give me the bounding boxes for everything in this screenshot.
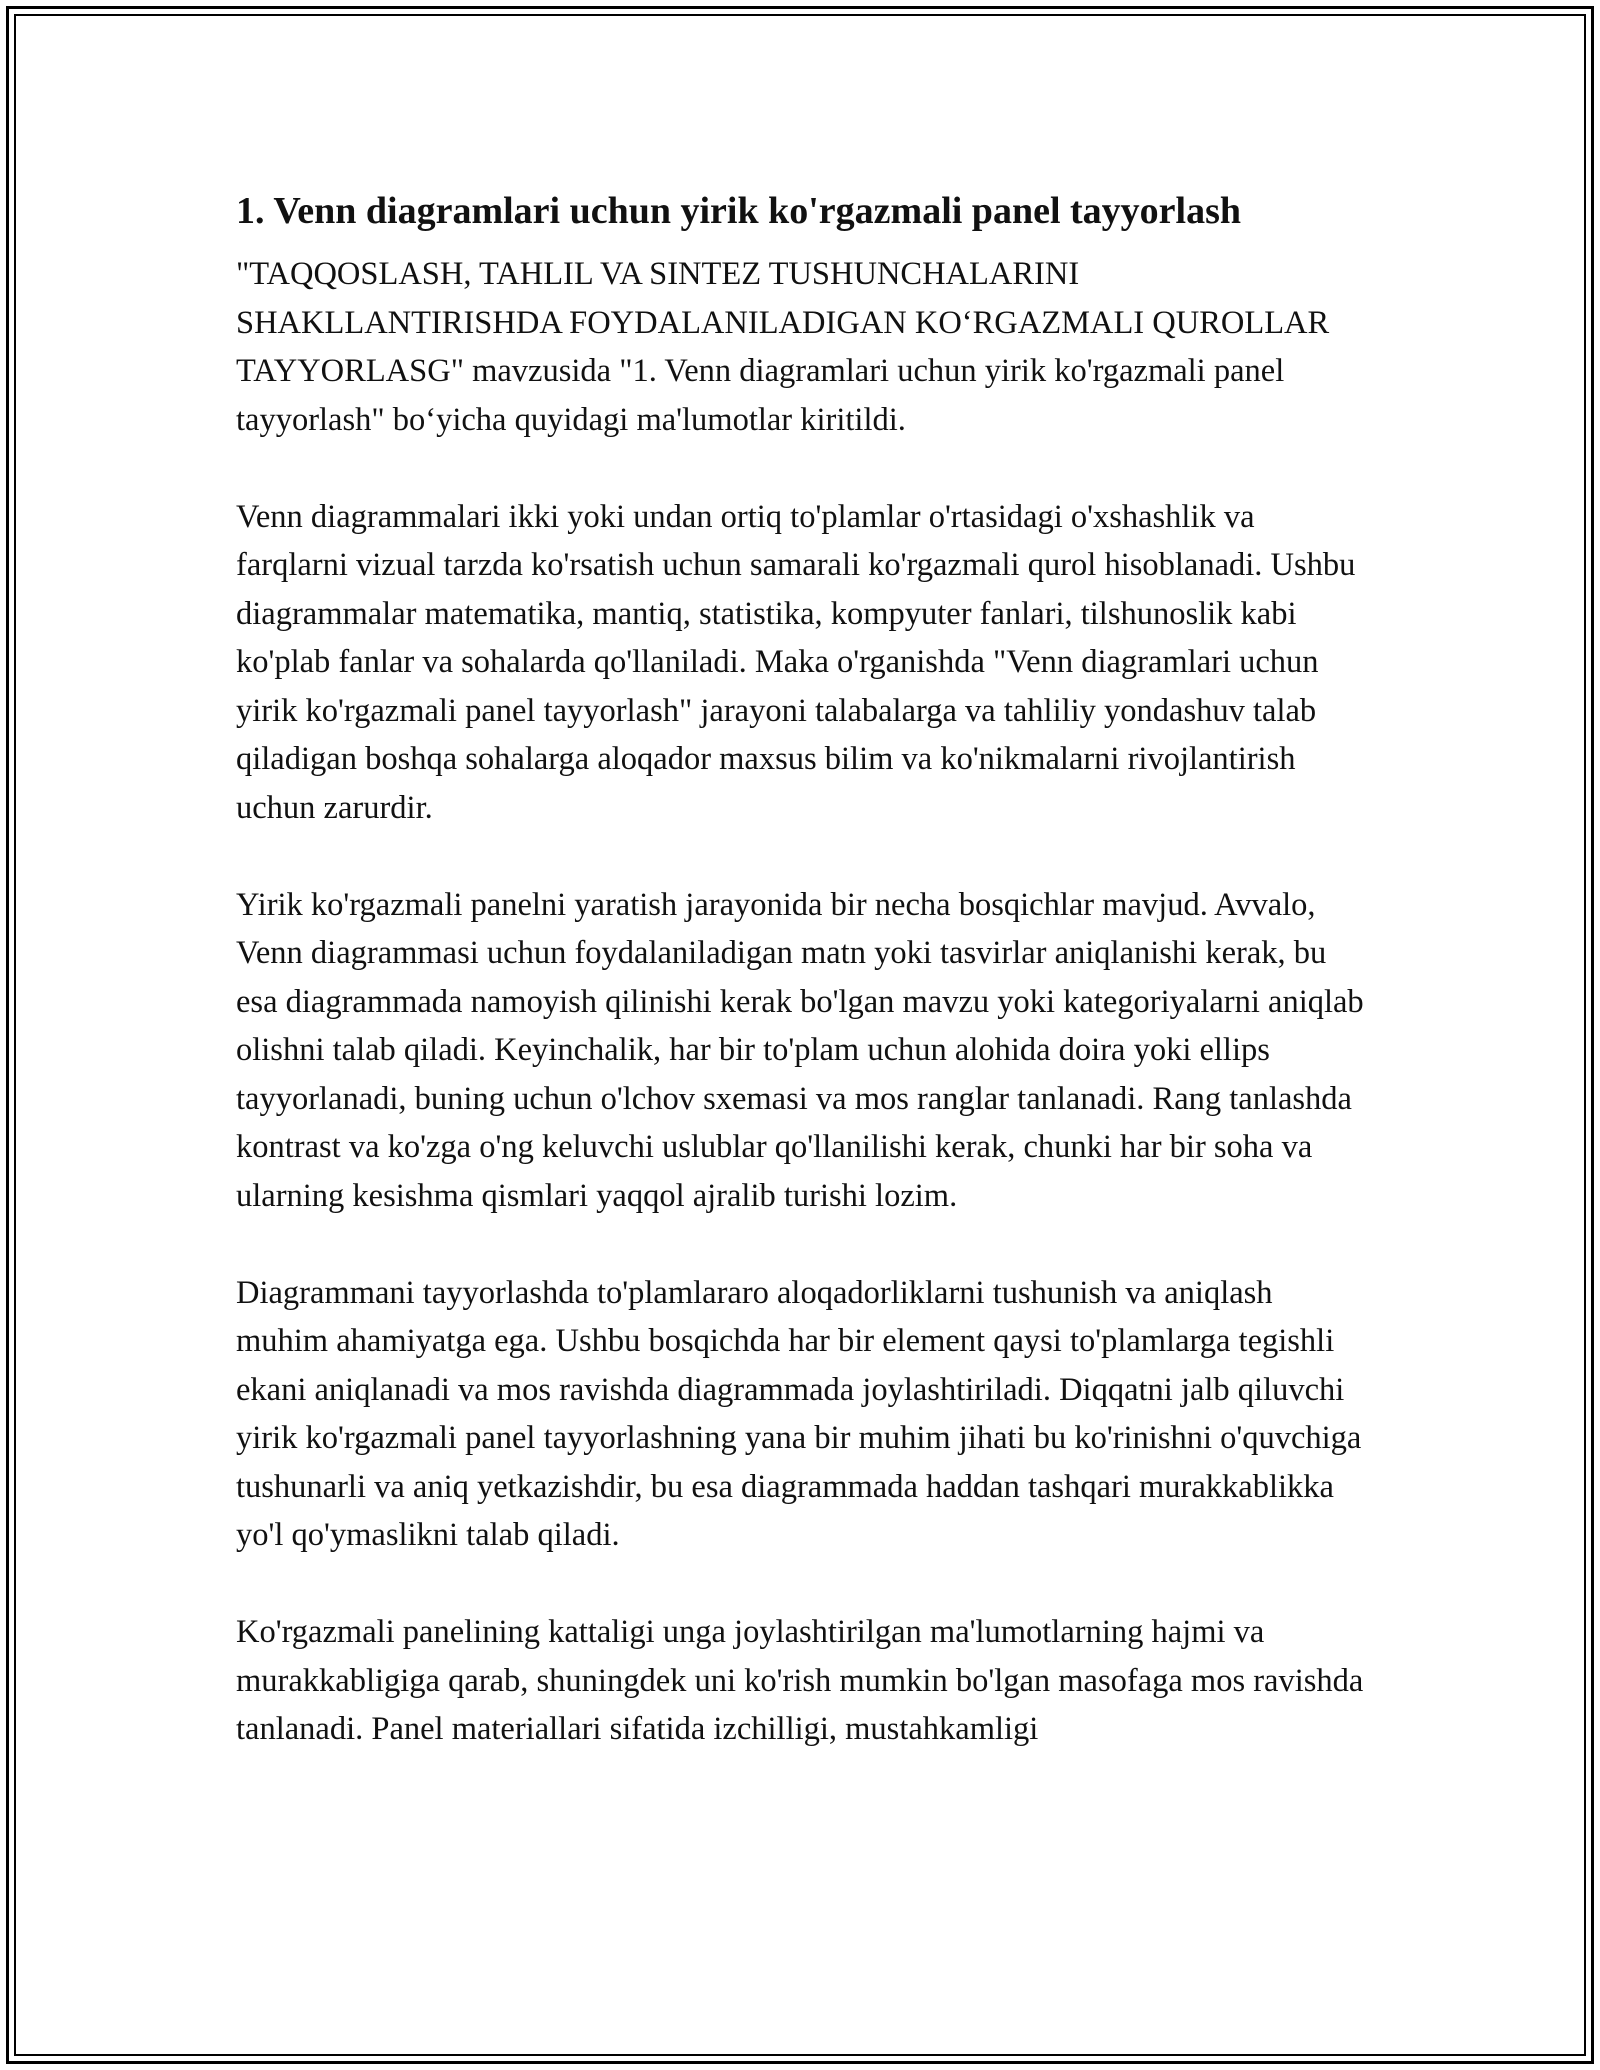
document-title: 1. Venn diagramlari uchun yirik ko'rgazmali panel tayyorlash: [236, 190, 1241, 232]
paragraph-intro: "TAQQOSLASH, TAHLIL VA SINTEZ TUSHUNCHALARINI SHAKLLANTIRISHDA FOYDALANILADIGAN KOʻRGAZMALI QUROLLAR TAYYORLASG" mavzusida "1. Venn diagramlari uchun yirik ko'rgazmali panel tayyorlash" boʻyicha quyidagi ma'lumotlar kiritildi.: [236, 256, 1330, 438]
paragraph-set-relations: Diagrammani tayyorlashda to'plamlararo aloqadorliklarni tushunish va aniqlash muhim ahamiyatga ega. Ushbu bosqichda har bir element qaysi to'plamlarga tegishli ekani aniqlanadi va mos ravishda diagrammada joylashtiriladi. Diqqatni jalb qiluvchi yirik ko'rgazmali panel tayyorlashning yana bir muhim jihati bu ko'rinishni o'quvchiga tushunarli va aniq yetkazishdir, bu esa diagrammada haddan tashqari murakkablikka yo'l qo'ymaslikni talab qiladi.: [236, 1274, 1362, 1553]
paragraph-venn-overview: Venn diagrammalari ikki yoki undan ortiq to'plamlar o'rtasidagi o'xshashlik va farqlarni vizual tarzda ko'rsatish uchun samarali ko'rgazmali qurol hisoblanadi. Ushbu diagrammalar matematika, mantiq, statistika, kompyuter fanlari, tilshunoslik kabi ko'plab fanlar va sohalarda qo'llaniladi. Maka o'rganishda "Venn diagramlari uchun yirik ko'rgazmali panel tayyorlash" jarayoni talabalarga va tahliliy yondashuv talab qiladigan boshqa sohalarga aloqador maxsus bilim va ko'nikmalarni rivojlantirish uchun zarurdir.: [236, 498, 1356, 826]
paragraph-panel-size: Ko'rgazmali panelining kattaligi unga joylashtirilgan ma'lumotlarning hajmi va murakkabligiga qarab, shuningdek uni ko'rish mumkin bo'lgan masofaga mos ravishda tanlanadi. Panel materiallari sifatida izchilligi, mustahkamligi: [236, 1614, 1364, 1747]
paragraph-panel-steps: Yirik ko'rgazmali panelni yaratish jarayonida bir necha bosqichlar mavjud. Avvalo, Venn diagrammasi uchun foydalaniladigan matn yoki tasvirlar aniqlanishi kerak, bu esa diagrammada namoyish qilinishi kerak bo'lgan mavzu yoki kategoriyalarni aniqlab olishni talab qiladi. Keyinchalik, har bir to'plam uchun alohida doira yoki ellips tayyorlanadi, buning uchun o'lchov sxemasi va mos ranglar tanlanadi. Rang tanlashda kontrast va ko'zga o'ng keluvchi uslublar qo'llanilishi kerak, chunki har bir soha va ularning kesishma qismlari yaqqol ajralib turishi lozim.: [236, 886, 1364, 1214]
document-body: [236, 186, 1366, 1802]
